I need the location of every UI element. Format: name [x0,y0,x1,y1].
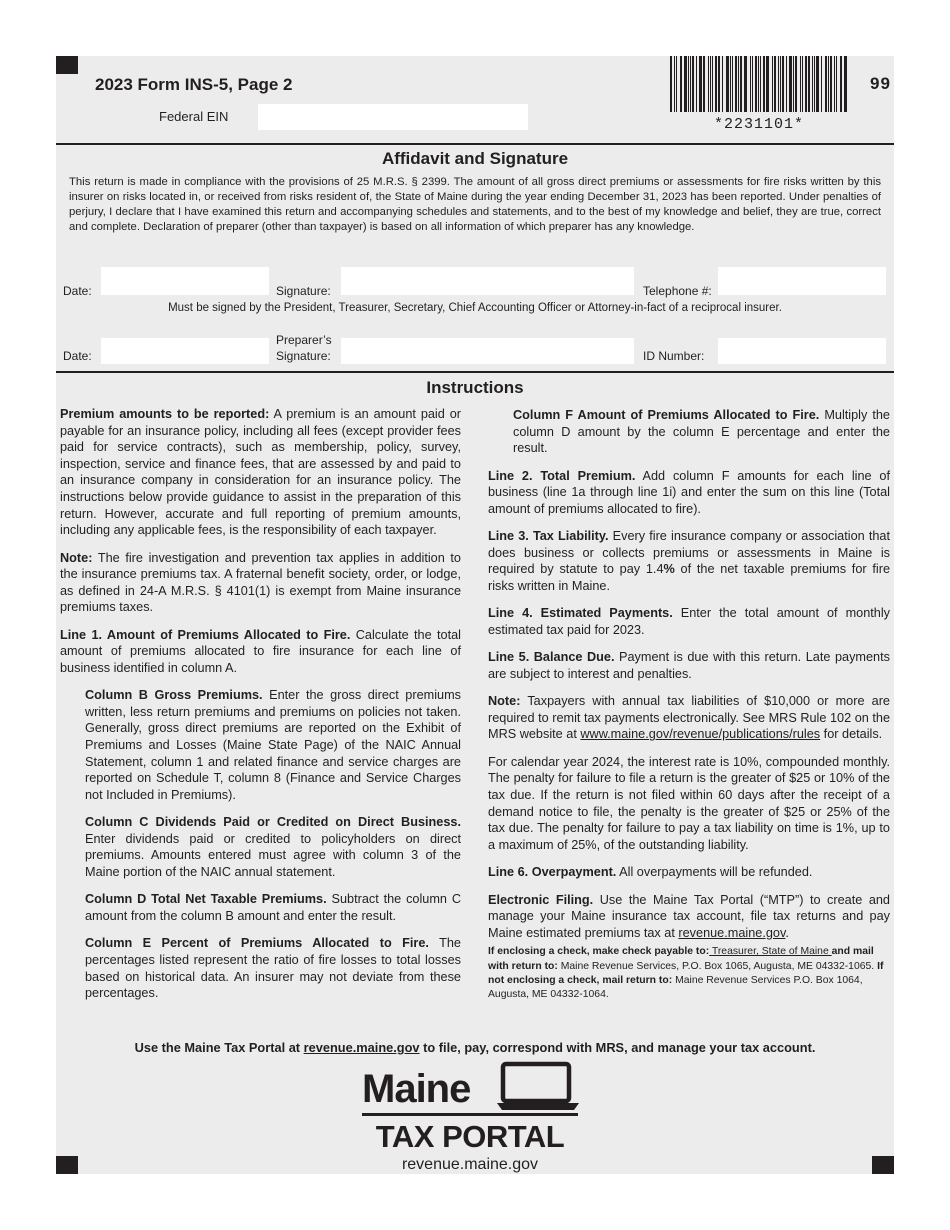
barcode [668,56,850,112]
preparer-label-2: Signature: [276,349,331,363]
registration-mark [56,1156,78,1174]
portal-statement: Use the Maine Tax Portal at revenue.maine.gov to file, pay, correspond with MRS, and manage your tax account. [134,1040,816,1055]
line5-paragraph: Line 5. Balance Due. Payment is due with this return. Late payments are subject to interest and penalties. [488,650,890,681]
signature-input[interactable] [341,267,634,295]
id-number-input[interactable] [718,338,886,364]
preparer-label-1: Preparer’s [276,333,332,347]
line3-paragraph: Line 3. Tax Liability. Every fire insurance company or association that does business or collects premiums or assessments in Maine is required by statute to pay 1.4% of the net taxable premiums for fire risks written in Maine. [488,529,890,593]
id-number-label: ID Number: [643,349,705,363]
column-c-paragraph: Column C Dividends Paid or Credited on Direct Business. Enter dividends paid or credited to policyholders on direct premiums. Amounts entered must agree with column 3 of the Maine portion of the NAIC annual statement. [85,815,461,880]
line4-paragraph: Line 4. Estimated Payments. Enter the total amount of monthly estimated tax paid for 2023. [488,606,891,637]
preparer-signature-input[interactable] [341,338,634,364]
federal-ein-label: Federal EIN [159,109,229,124]
rules-link[interactable]: www.maine.gov/revenue/publications/rules [580,727,821,742]
telephone-input[interactable] [718,267,886,295]
date-input[interactable] [101,267,269,295]
instructions-title: Instructions [426,378,524,397]
logo-rule [362,1113,578,1116]
registration-mark [56,56,78,74]
line6-paragraph: Line 6. Overpayment. All overpayments will be refunded. [488,865,813,880]
signature-requirement: Must be signed by the President, Treasurer, Secretary, Chief Accounting Officer or Attorney-in-fact of a reciprocal insurer. [168,302,782,314]
logo-maine-word: Maine [362,1067,471,1111]
laptop-icon [497,1061,579,1111]
revenue-link[interactable]: revenue.maine.gov [678,925,786,940]
logo-url: revenue.maine.gov [401,1156,539,1173]
logo-tax-portal: TAX PORTAL [375,1119,565,1154]
preparer-date-label: Date: [63,349,92,363]
divider [56,143,894,145]
signature-label: Signature: [276,284,331,298]
affidavit-text: This return is made in compliance with the provisions of 25 M.R.S. § 2399. The amount of all gross direct premiums or assessments for fire risks written by this insurer on risks located in, or received from risks resident of, the State of Maine during the year ending December 31, 2023 has been reported. Under penalties of perjury, I declare that I have examined this return and accompanying schedules and statements, and to the best of my knowledge and belief, they are true, correct and complete. Declaration of preparer (other than taxpayer) is based on all information of which preparer has any knowledge. [69,176,881,233]
mailing-instructions: If enclosing a check, make check payable to: Treasurer, State of Maine and mail with return to: Maine Revenue Services, P.O. Box 1065, Augusta, ME 04332-1065. If not enclosing a check, mail return to: Maine Revenue Services P.O. Box 1064, Augusta, ME 04332-1064. [488,946,884,1001]
column-f-paragraph: Column F Amount of Premiums Allocated to Fire. Multiply the column D amount by the column E percentage and enter the result. [513,408,890,456]
column-d-paragraph: Column D Total Net Taxable Premiums. Subtract the column C amount from the column B amount and enter the result. [85,892,461,924]
divider [56,371,894,373]
page-code: 99 [870,74,891,93]
form-title: 2023 Form INS-5, Page 2 [95,75,293,94]
telephone-label: Telephone #: [643,284,712,298]
line1-paragraph: Line 1. Amount of Premiums Allocated to Fire. Calculate the total amount of premiums allocated to fire insurance for each line of business identified in column A. [60,627,461,675]
federal-ein-input[interactable] [258,104,528,130]
affidavit-title: Affidavit and Signature [381,149,569,168]
portal-link[interactable]: revenue.maine.gov [303,1040,420,1055]
instructions-left-column [60,406,461,1013]
column-b-paragraph: Column B Gross Premiums. Enter the gross direct premiums written, less return premiums and premiums on policies not taken. Generally, gross direct premiums are reported on the Exhibit of Premiums and Losses (Maine State Page) of the NAIC Annual Statement, column 1 and related finance and service charges are reported on Schedule T, column 8 (Finance and Service Charges not Included in Premiums). [85,688,461,802]
note-paragraph: Note: The fire investigation and prevention tax applies in addition to the insurance premiums tax. A fraternal benefit society, order, or lodge, as defined in 24-A M.R.S. § 4101(1) is exempt from Maine insurance premiums taxes. [60,550,461,615]
note-electronic-paragraph: Note: Taxpayers with annual tax liabilities of $10,000 or more are required to remit tax payments electronically. See MRS Rule 102 on the MRS website at www.maine.gov/revenue/publications/rules for details. [488,694,890,742]
date-label: Date: [63,284,92,298]
column-e-paragraph: Column E Percent of Premiums Allocated to Fire. The percentages listed represent the ratio of fire losses to total losses based on historical data. An insurer may not deviate from these percentages. [85,936,461,1001]
preparer-date-input[interactable] [101,338,269,364]
premium-paragraph: Premium amounts to be reported: A premium is an amount paid or payable for an insurance policy, including all fees (except provider fees paid for service contracts), such as membership, policy, survey, inspection, service and finance fees, that are assessed by and paid to an insurance company in consideration for an insurance policy. The instructions below provide guidance to assist in the preparation of this return. However, accurate and full reporting of premium amounts, including any applicable fees, is the responsibility of each taxpayer. [60,407,462,538]
registration-mark [872,1156,894,1174]
line2-paragraph: Line 2. Total Premium. Add column F amounts for each line of business (line 1a through line 1i) and enter the sum on this line (Total amount of premiums allocated to fire). [488,468,890,516]
electronic-filing-paragraph: Electronic Filing. Use the Maine Tax Portal (“MTP”) to create and manage your Maine insurance tax account, file tax returns and pay Maine estimated premiums tax at revenue.maine.gov. [488,892,890,940]
interest-paragraph: For calendar year 2024, the interest rate is 10%, compounded monthly. The penalty for failure to file a return is the greater of $25 or 10% of the tax due. If the return is not filed within 60 days after the receipt of a demand notice to file, the penalty is the greater of $25 or 25% of the tax due. The penalty for failure to pay a tax liability on time is 1%, up to a maximum of 25%, of the outstanding liability. [488,754,890,852]
barcode-text: *2231101* [713,116,804,133]
instructions-right-column [488,407,890,1003]
